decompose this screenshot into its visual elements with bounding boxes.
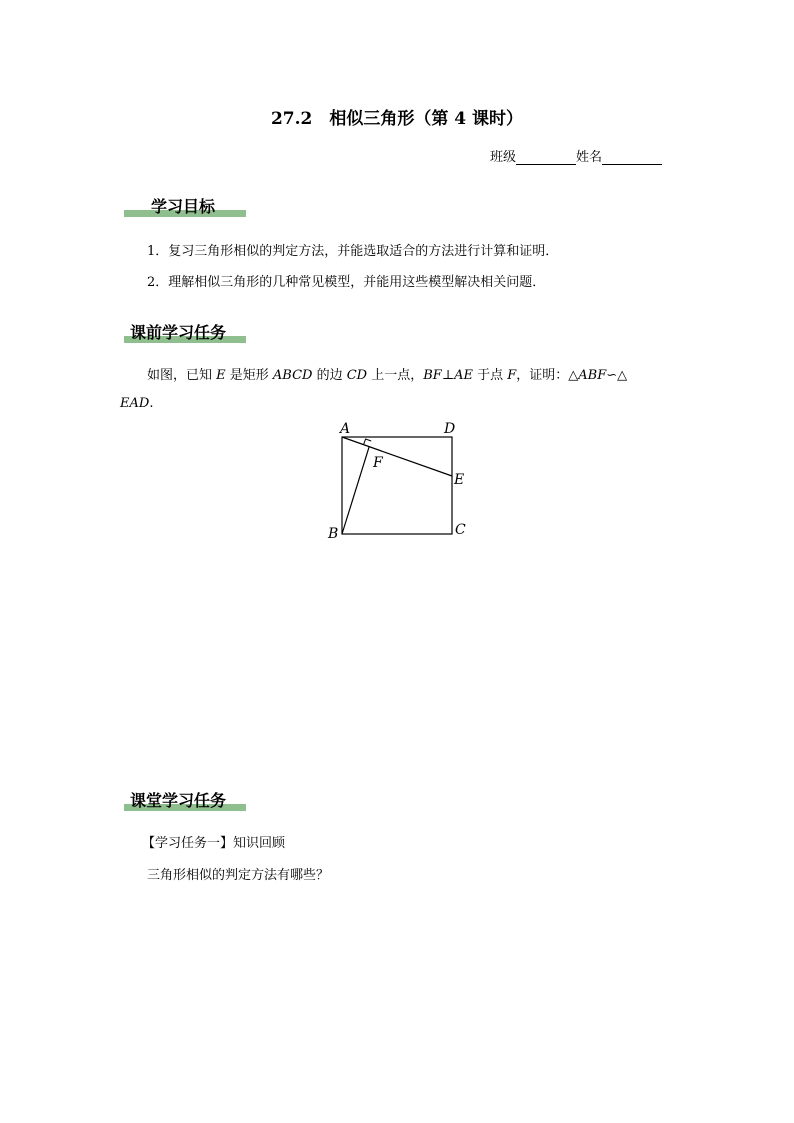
segment-AE bbox=[342, 437, 452, 476]
label-B: B bbox=[328, 526, 339, 542]
label-E: E bbox=[454, 472, 465, 488]
page-title: 27.2 相似三角形（第 4 课时） bbox=[270, 109, 524, 129]
problem-line-1 bbox=[147, 364, 627, 383]
math-CD: CD bbox=[346, 368, 368, 383]
math-EAD: EAD bbox=[120, 396, 150, 411]
problem-text: 如图，已知 bbox=[147, 368, 217, 383]
segment-BF bbox=[342, 447, 369, 534]
perp-symbol: ⊥ bbox=[441, 368, 455, 383]
label-A: A bbox=[340, 421, 351, 437]
problem-text: 是矩形 bbox=[225, 368, 273, 383]
task-title: 【学习任务一】知识回顾 bbox=[142, 836, 286, 851]
math-F: F bbox=[507, 368, 517, 383]
task-question: 三角形相似的判定方法有哪些？ bbox=[147, 868, 330, 883]
class-blank bbox=[516, 150, 576, 165]
problem-text: 的边 bbox=[312, 368, 347, 383]
problem-line-2 bbox=[120, 396, 153, 411]
goal-item-2: 2．理解相似三角形的几种常见模型，并能用这些模型解决相关问题． bbox=[147, 275, 546, 290]
goals-heading: 学习目标 bbox=[151, 197, 216, 216]
label-D: D bbox=[444, 421, 456, 437]
class-name-line bbox=[490, 146, 662, 165]
preclass-heading: 课前学习任务 bbox=[130, 323, 227, 342]
similar-symbol: ∽△ bbox=[606, 368, 628, 383]
period: . bbox=[149, 396, 154, 411]
math-BF: BF bbox=[423, 368, 442, 383]
rectangle-ABCD bbox=[342, 437, 452, 534]
label-C: C bbox=[455, 522, 466, 538]
problem-text: ，证明：△ bbox=[516, 368, 579, 383]
right-angle-mark bbox=[364, 439, 372, 445]
goal-item-1: 1．复习三角形相似的判定方法，并能选取适合的方法进行计算和证明． bbox=[147, 244, 559, 259]
math-AE: AE bbox=[454, 368, 473, 383]
name-blank bbox=[602, 150, 662, 165]
math-E: E bbox=[216, 368, 226, 383]
rectangle-figure bbox=[320, 412, 480, 547]
problem-text: 上一点， bbox=[367, 368, 424, 383]
inclass-heading: 课堂学习任务 bbox=[130, 791, 227, 810]
math-ABF: ABF bbox=[578, 368, 607, 383]
name-label: 姓名 bbox=[576, 150, 603, 165]
problem-text: 于点 bbox=[472, 368, 508, 383]
label-F: F bbox=[373, 455, 383, 471]
math-ABCD: ABCD bbox=[272, 368, 313, 383]
class-label: 班级 bbox=[490, 150, 517, 165]
